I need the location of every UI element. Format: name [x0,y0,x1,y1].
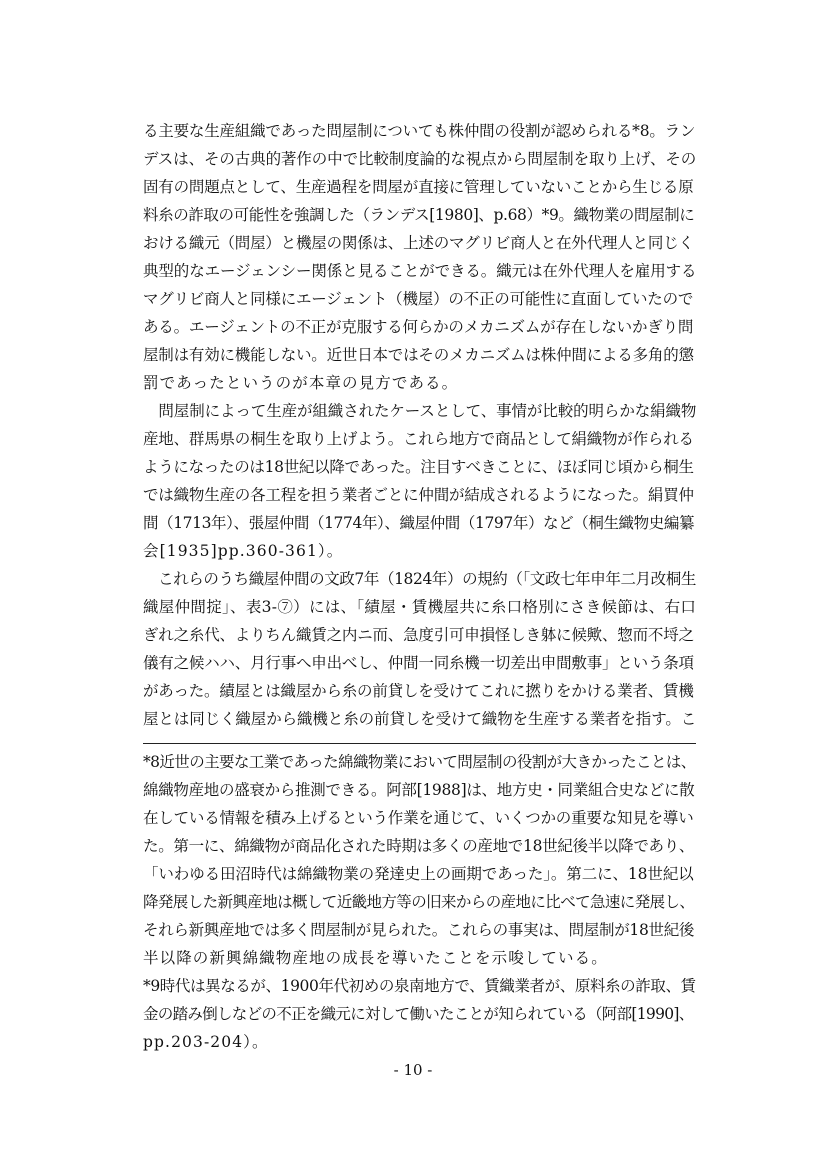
body-line: これらのうち織屋仲間の文政7年（1824年）の規約（「文政七年申年二月改桐生 [143,570,696,588]
body-line: 間（1713年）、張屋仲間（1774年）、織屋仲間（1797年）など（桐生織物史編纂 [143,514,695,532]
body-line: があった。績屋とは織屋から糸の前貸しを受けてこれに撚りをかける業者、賃機 [143,682,694,700]
body-line: 屋制は有効に機能しない。近世日本ではそのメカニズムは株仲間による多角的懲 [143,346,694,364]
body-line: おける織元（問屋）と機屋の関係は、上述のマグリビ商人と在外代理人と同じく [143,234,694,252]
footnote-line: 「いわゆる田沼時代は綿織物業の発達史上の画期であった」。第二に、18世紀以 [143,865,694,883]
body-line: る主要な生産組織であった問屋制についても株仲間の役割が認められる*8。ラン [143,122,696,140]
body-line: 典型的なエージェンシー関係と見ることができる。織元は在外代理人を雇用する [143,262,697,280]
body-line: ある。エージェントの不正が克服する何らかのメカニズムが存在しないかぎり問 [143,318,694,336]
body-line: 織屋仲間掟」、表3-⑦）には、「績屋・賃機屋共に糸口格別にさき候節は、右口 [143,598,697,616]
footnote-line: た。第一に、綿織物が商品化された時期は多くの産地で18世紀後半以降であり、 [143,837,695,855]
body-line: 罰であったというのが本章の見方である。 [143,374,459,392]
body-line: 産地、群馬県の桐生を取り上げよう。これら地方で商品として絹織物が作られる [143,430,694,448]
body-line: ぎれ之糸代、よりちん織賃之内ニ而、急度引可申損怪しき躰に候歟、惣而不埒之 [143,626,694,644]
body-line: 会[1935]pp.360-361）。 [143,542,344,560]
footnote-line: *8近世の主要な工業であった綿織物業において問屋制の役割が大きかったことは、 [143,753,696,771]
body-line: 儀有之候ハハ、月行事へ申出べし、仲間一同糸機一切差出申間敷事」という条項 [143,654,694,672]
body-line: ようになったのは18世紀以降であった。注目すべきことに、ほぼ同じ頃から桐生 [143,458,694,476]
body-line: 問屋制によって生産が組織されたケースとして、事情が比較的明らかな絹織物 [143,402,697,420]
body-line: 料糸の詐取の可能性を強調した（ランデス[1980]、p.68）*9。織物業の問屋制に [143,206,695,224]
footnote-line: 在している情報を積み上げるという作業を通じて、いくつかの重要な知見を導い [143,809,694,827]
body-line: 固有の問題点として、生産過程を問屋が直接に管理していないことから生じる原 [143,178,694,196]
footnote-divider [143,743,696,744]
footnote-line: 綿織物産地の盛衰から推測できる。阿部[1988]は、地方史・同業組合史などに散 [143,781,695,799]
page-number: - 10 - [393,1061,433,1079]
footnote-line: 半以降の新興綿織物産地の成長を導いたことを示唆している。 [143,949,608,967]
footnote-line: それら新興産地では多く問屋制が見られた。これらの事実は、問屋制が18世紀後 [143,921,695,939]
body-line: マグリビ商人と同様にエージェント（機屋）の不正の可能性に直面していたので [143,290,694,308]
footnote-line: 金の踏み倒しなどの不正を織元に対して働いたことが知られている（阿部[1990]、 [143,1005,694,1023]
footnote-line: pp.203-204）。 [143,1033,269,1051]
footnote-line: 降発展した新興産地は概して近畿地方等の旧来からの産地に比べて急速に発展し、 [143,893,695,911]
footnote-line: *9時代は異なるが、1900年代初めの泉南地方で、賃織業者が、原料糸の詐取、賃 [143,977,696,995]
body-line: デスは、その古典的著作の中で比較制度論的な視点から問屋制を取り上げ、その [143,150,697,168]
body-line: では織物生産の各工程を担う業者ごとに仲間が結成されるようになった。絹買仲 [143,486,694,504]
body-line: 屋とは同じく織屋から織機と糸の前貸しを受けて織物を生産する業者を指す。こ [143,710,697,728]
